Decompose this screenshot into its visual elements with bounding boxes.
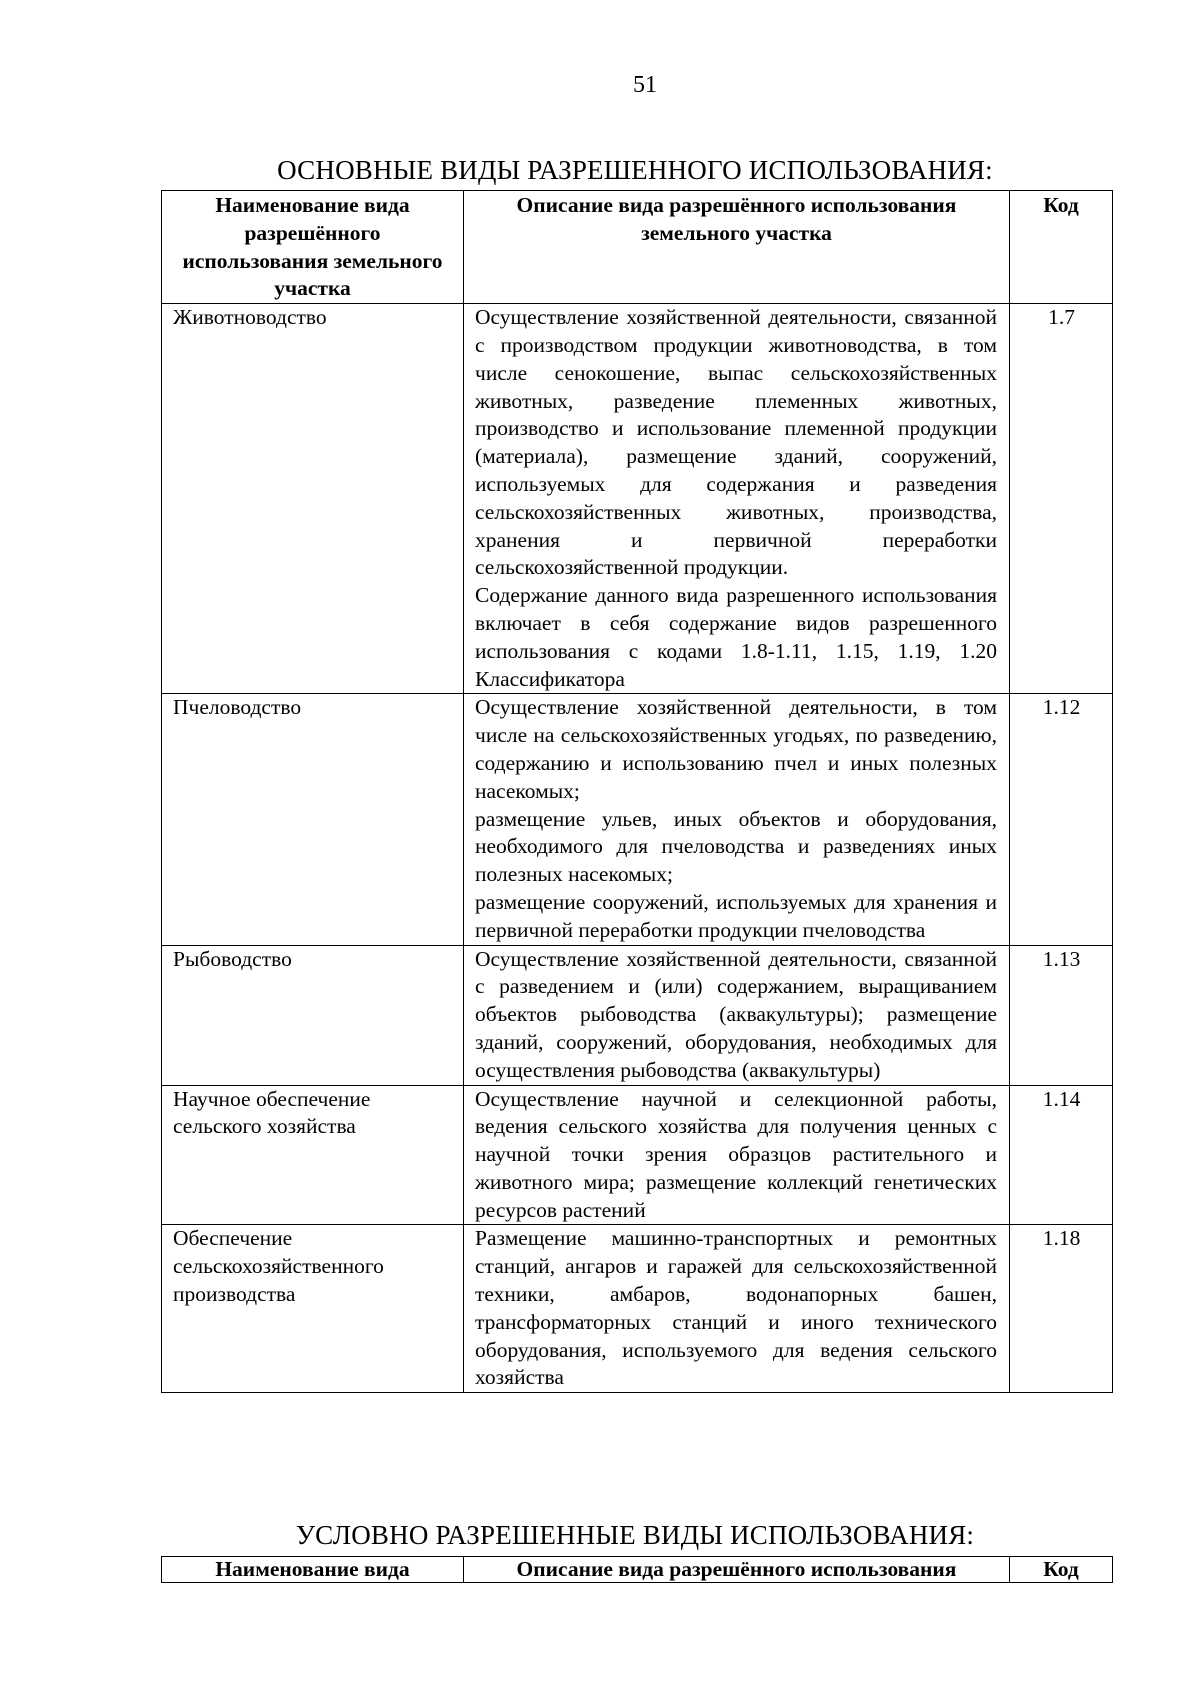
use-description [464,694,1010,945]
table-header-row [162,1557,1113,1583]
use-name: Пчеловодство [162,694,464,945]
use-description [464,1225,1010,1393]
description-paragraph: размещение ульев, иных объектов и оборудования, необходимого для пчеловодства и разведениях иных полезных насекомых; [475,806,997,887]
use-description [464,1085,1010,1225]
conditional-uses-heading: УСЛОВНО РАЗРЕШЕННЫЕ ВИДЫ ИСПОЛЬЗОВАНИЯ: [295,1520,975,1550]
column-header-name: Наименование вида разрешённого использования земельного участка [162,191,464,304]
table-row [162,945,1113,1085]
main-uses-heading: ОСНОВНЫЕ ВИДЫ РАЗРЕШЕННОГО ИСПОЛЬЗОВАНИЯ: [277,155,993,185]
table-row [162,1085,1113,1225]
table-row [162,694,1113,945]
description-paragraph: Содержание данного вида разрешенного использования включает в себя содержание видов разрешенного использования с кодами 1.8-1.11, 1.15, 1.19, 1.20 Классификатора [475,583,997,691]
use-name: Животноводство [162,304,464,694]
use-description [464,304,1010,694]
description-paragraph: Осуществление научной и селекционной работы, ведения сельского хозяйства для получения ценных с научной точки зрения образцов растительного и животного мира; размещение коллекций генетических ресурсов растений [475,1086,997,1222]
column-header-description: Описание вида разрешённого использования [464,1557,1010,1583]
use-code: 1.12 [1010,694,1113,945]
conditional-uses-table [161,1556,1113,1583]
table-header-row [162,191,1113,304]
use-code: 1.18 [1010,1225,1113,1393]
column-header-code: Код [1010,191,1113,304]
description-paragraph: Осуществление хозяйственной деятельности, в том числе на сельскохозяйственных угодьях, по разведению, содержанию и использованию пчел и иных полезных насекомых; [475,695,997,803]
use-code: 1.7 [1010,304,1113,694]
description-paragraph: Осуществление хозяйственной деятельности, связанной с производством продукции животноводства, в том числе сенокошение, выпас сельскохозяйственных животных, разведение племенных животных, производство и использование племенной продукции (материала), размещение зданий, сооружений, используемых для содержания и разведения сельскохозяйственных животных, производства, хранения и первичной переработки сельскохозяйственной продукции. [475,305,997,580]
description-paragraph: Размещение машинно-транспортных и ремонтных станций, ангаров и гаражей для сельскохозяйственной техники, амбаров, водонапорных башен, трансформаторных станций и иного технического оборудования, используемого для ведения сельского хозяйства [475,1226,997,1390]
use-description [464,945,1010,1085]
table-row [162,304,1113,694]
use-code: 1.13 [1010,945,1113,1085]
use-name: Обеспечение сельскохозяйственного производства [162,1225,464,1393]
use-name: Рыбоводство [162,945,464,1085]
column-header-code: Код [1010,1557,1113,1583]
page-number: 51 [633,72,657,98]
use-code: 1.14 [1010,1085,1113,1225]
main-uses-table [161,190,1113,1393]
description-paragraph: Осуществление хозяйственной деятельности, связанной с разведением и (или) содержанием, выращиванием объектов рыбоводства (аквакультуры); размещение зданий, сооружений, оборудования, необходимых для осуществления рыбоводства (аквакультуры) [475,946,997,1082]
description-paragraph: размещение сооружений, используемых для хранения и первичной переработки продукции пчеловодства [475,889,997,942]
column-header-name: Наименование вида [162,1557,464,1583]
column-header-description: Описание вида разрешённого использования земельного участка [464,191,1010,304]
table-row [162,1225,1113,1393]
use-name: Научное обеспечение сельского хозяйства [162,1085,464,1225]
